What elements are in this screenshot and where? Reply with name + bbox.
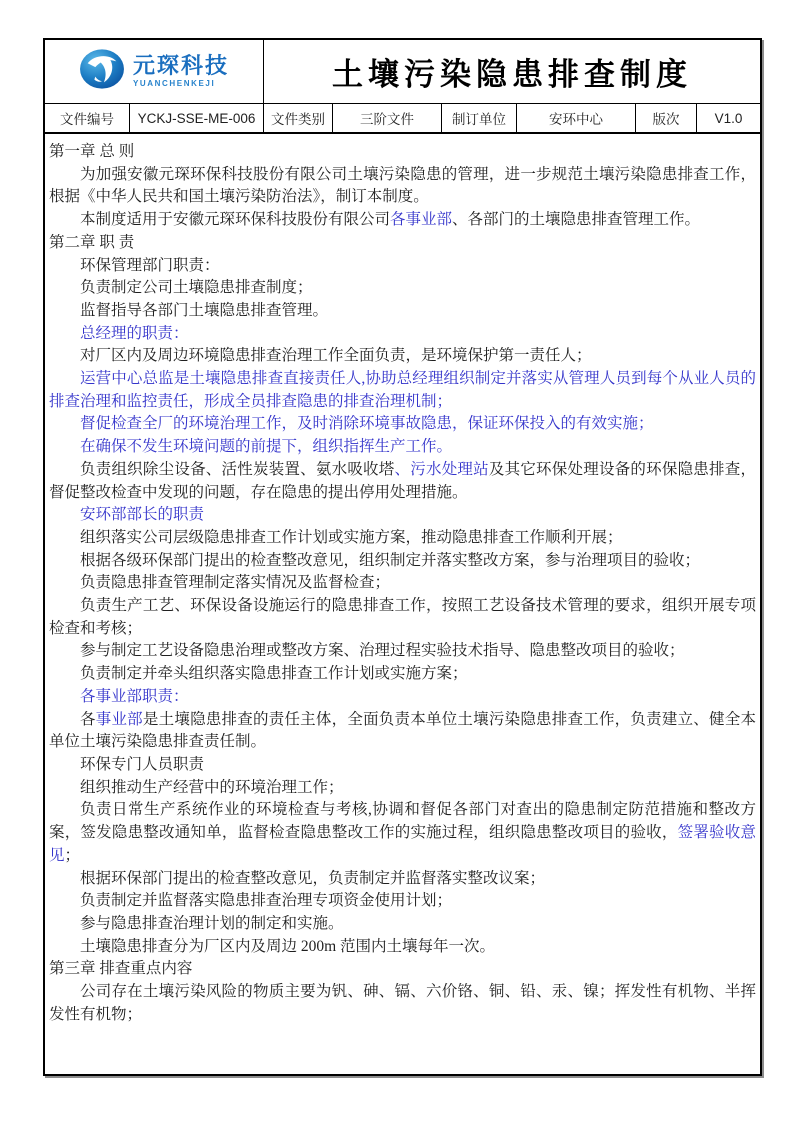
- doc-paragraph: [49, 981, 756, 1026]
- doc-text: 负责日常生产系统作业的环境检查与考核,协调和督促各部门对查出的隐患制定防范措施和整改方案，签发隐患整改通知单，监督检查隐患整改工作的实施过程，组织隐患整改项目的验收，: [49, 801, 756, 842]
- brand-name-en: YUANCHENKEJI: [132, 79, 216, 88]
- page-title: 土壤污染隐患排查制度: [332, 57, 692, 92]
- doc-paragraph: [49, 799, 756, 867]
- doc-paragraph: [49, 709, 756, 754]
- doc-paragraph: [49, 255, 756, 278]
- doc-text: 负责制定并牵头组织落实隐患排查工作计划或实施方案；: [80, 665, 468, 683]
- doc-text: 参与隐患排查治理计划的制定和实施。: [80, 914, 344, 932]
- doc-text: 对厂区内及周边环境隐患排查治理工作全面负责，是环境保护第一责任人；: [80, 347, 592, 365]
- doc-paragraph: [49, 436, 756, 459]
- doc-paragraph: [49, 936, 756, 959]
- doc-text: 负责生产工艺、环保设备设施运行的隐患排查工作，按照工艺设备技术管理的要求，组织开展专项检查和考核；: [49, 597, 756, 637]
- revision-blue-text: 、污水处理站: [394, 460, 489, 478]
- doc-paragraph: [49, 595, 756, 640]
- doc-paragraph: [49, 527, 756, 550]
- doc-paragraph: [49, 913, 756, 936]
- document-page-frame: [43, 38, 762, 1076]
- doc-text: 各: [80, 710, 96, 728]
- revision-blue-text: 督促检查全厂的环境治理工作，及时消除环境事故隐患，保证环保投入的有效实施；: [80, 415, 654, 433]
- doc-paragraph: [49, 459, 756, 504]
- doc-text: 根据各级环保部门提出的检查整改意见，组织制定并落实整改方案，参与治理项目的验收；: [80, 551, 701, 569]
- doc-paragraph: [49, 413, 756, 436]
- doc-paragraph: [49, 164, 756, 209]
- doc-text: 是土壤隐患排查的责任主体，全面负责本单位土壤污染隐患排查工作，负责建立、健全本单位土壤污染隐患排查责任制。: [49, 710, 756, 751]
- document-meta-row: [45, 104, 760, 134]
- doc-text: 及其它环保处理设备的环保隐患排查，督促整改检查中发现的问题，存在隐患的提出停用处理措施。: [49, 460, 756, 501]
- doc-paragraph: [49, 300, 756, 323]
- doc-text: 第二章 职 责: [49, 233, 135, 251]
- meta-label-doc-number: 文件编号: [45, 104, 130, 132]
- revision-blue-text: 运营中心总监是土壤隐患排查直接责任人,协助总经理组织制定并落实从管理人员到每个从业人员的排查治理和监控责任，形成全员排查隐患的排查治理机制；: [49, 370, 756, 410]
- doc-paragraph: [49, 890, 756, 913]
- meta-value-version: V1.0: [714, 110, 743, 126]
- doc-text: 参与制定工艺设备隐患治理或整改方案、治理过程实验技术指导、隐患整改项目的验收；: [80, 642, 685, 660]
- document-body: [45, 134, 760, 1026]
- revision-blue-text: 总经理的职责：: [80, 324, 189, 342]
- doc-paragraph: [49, 663, 756, 686]
- doc-text: 负责隐患排查管理制定落实情况及监督检查；: [80, 574, 391, 592]
- doc-text: 负责制定公司土壤隐患排查制度；: [80, 279, 313, 297]
- revision-blue-text: 事业部: [95, 710, 143, 728]
- document-header: [45, 40, 760, 104]
- revision-blue-text: 在确保不发生环境问题的前提下，组织指挥生产工作。: [80, 438, 453, 456]
- brand-name-cn: 元琛科技: [132, 53, 229, 78]
- meta-value-doc-number: YCKJ-SSE-ME-006: [130, 104, 264, 132]
- doc-text: 第一章 总 则: [49, 143, 135, 160]
- doc-text: 组织落实公司层级隐患排查工作计划或实施方案，推动隐患排查工作顺利开展；: [80, 528, 623, 546]
- meta-value-doc-category: 三阶文件: [333, 104, 442, 132]
- chapter-heading: [49, 232, 756, 255]
- doc-text: 第三章 排查重点内容: [49, 960, 193, 978]
- doc-paragraph: [49, 572, 756, 595]
- revision-blue-text: 安环部部长的职责: [80, 506, 205, 524]
- doc-paragraph: [49, 754, 756, 777]
- logo-cell: [45, 40, 264, 103]
- doc-text: 为加强安徽元琛环保科技股份有限公司土壤污染隐患的管理，进一步规范土壤污染隐患排查工作，根据《中华人民共和国土壤污染防治法》，制订本制度。: [49, 165, 756, 206]
- chapter-heading: [49, 141, 756, 164]
- doc-paragraph: [49, 686, 756, 709]
- revision-blue-text: 各事业部: [390, 211, 453, 229]
- doc-paragraph: [49, 504, 756, 527]
- revision-blue-text: 签署验收意见: [49, 824, 756, 864]
- doc-text: 根据环保部门提出的检查整改意见，负责制定并监督落实整改议案；: [80, 869, 546, 887]
- doc-paragraph: [49, 777, 756, 800]
- doc-paragraph: [49, 868, 756, 891]
- revision-blue-text: 各事业部职责：: [80, 687, 189, 705]
- doc-text: 环保管理部门职责：: [80, 256, 220, 274]
- doc-text: 负责制定并监督落实隐患排查治理专项资金使用计划；: [80, 892, 453, 910]
- doc-text: 环保专门人员职责: [80, 755, 205, 773]
- doc-paragraph: [49, 368, 756, 413]
- meta-label-version: 版次: [636, 104, 697, 132]
- doc-text: 本制度适用于安徽元琛环保科技股份有限公司: [80, 211, 391, 229]
- logo-text: [133, 55, 229, 88]
- doc-text: 土壤隐患排查分为厂区内及周边 200m 范围内土壤每年一次。: [80, 937, 496, 955]
- doc-text: 组织推动生产经营中的环境治理工作；: [80, 778, 344, 796]
- doc-text: ；: [64, 846, 81, 864]
- yuanchen-logo-icon: [79, 48, 125, 95]
- doc-paragraph: [49, 640, 756, 663]
- doc-text: 、各部门的土壤隐患排查管理工作。: [452, 211, 701, 229]
- doc-paragraph: [49, 277, 756, 300]
- doc-paragraph: [49, 345, 756, 368]
- meta-value-issuing-unit: 安环中心: [517, 104, 636, 132]
- chapter-heading: [49, 958, 756, 981]
- meta-label-doc-category: 文件类别: [264, 104, 333, 132]
- doc-paragraph: [49, 550, 756, 573]
- meta-label-issuing-unit: 制订单位: [442, 104, 517, 132]
- title-cell: [264, 40, 760, 103]
- doc-paragraph: [49, 323, 756, 346]
- doc-text: 监督指导各部门土壤隐患排查管理。: [80, 301, 329, 319]
- doc-text: 负责组织除尘设备、活性炭装置、氨水吸收塔: [80, 460, 395, 478]
- doc-paragraph: [49, 209, 756, 232]
- doc-text: 公司存在土壤污染风险的物质主要为钒、砷、镉、六价铬、铜、铅、汞、镍；挥发性有机物、半挥发性有机物；: [49, 983, 756, 1023]
